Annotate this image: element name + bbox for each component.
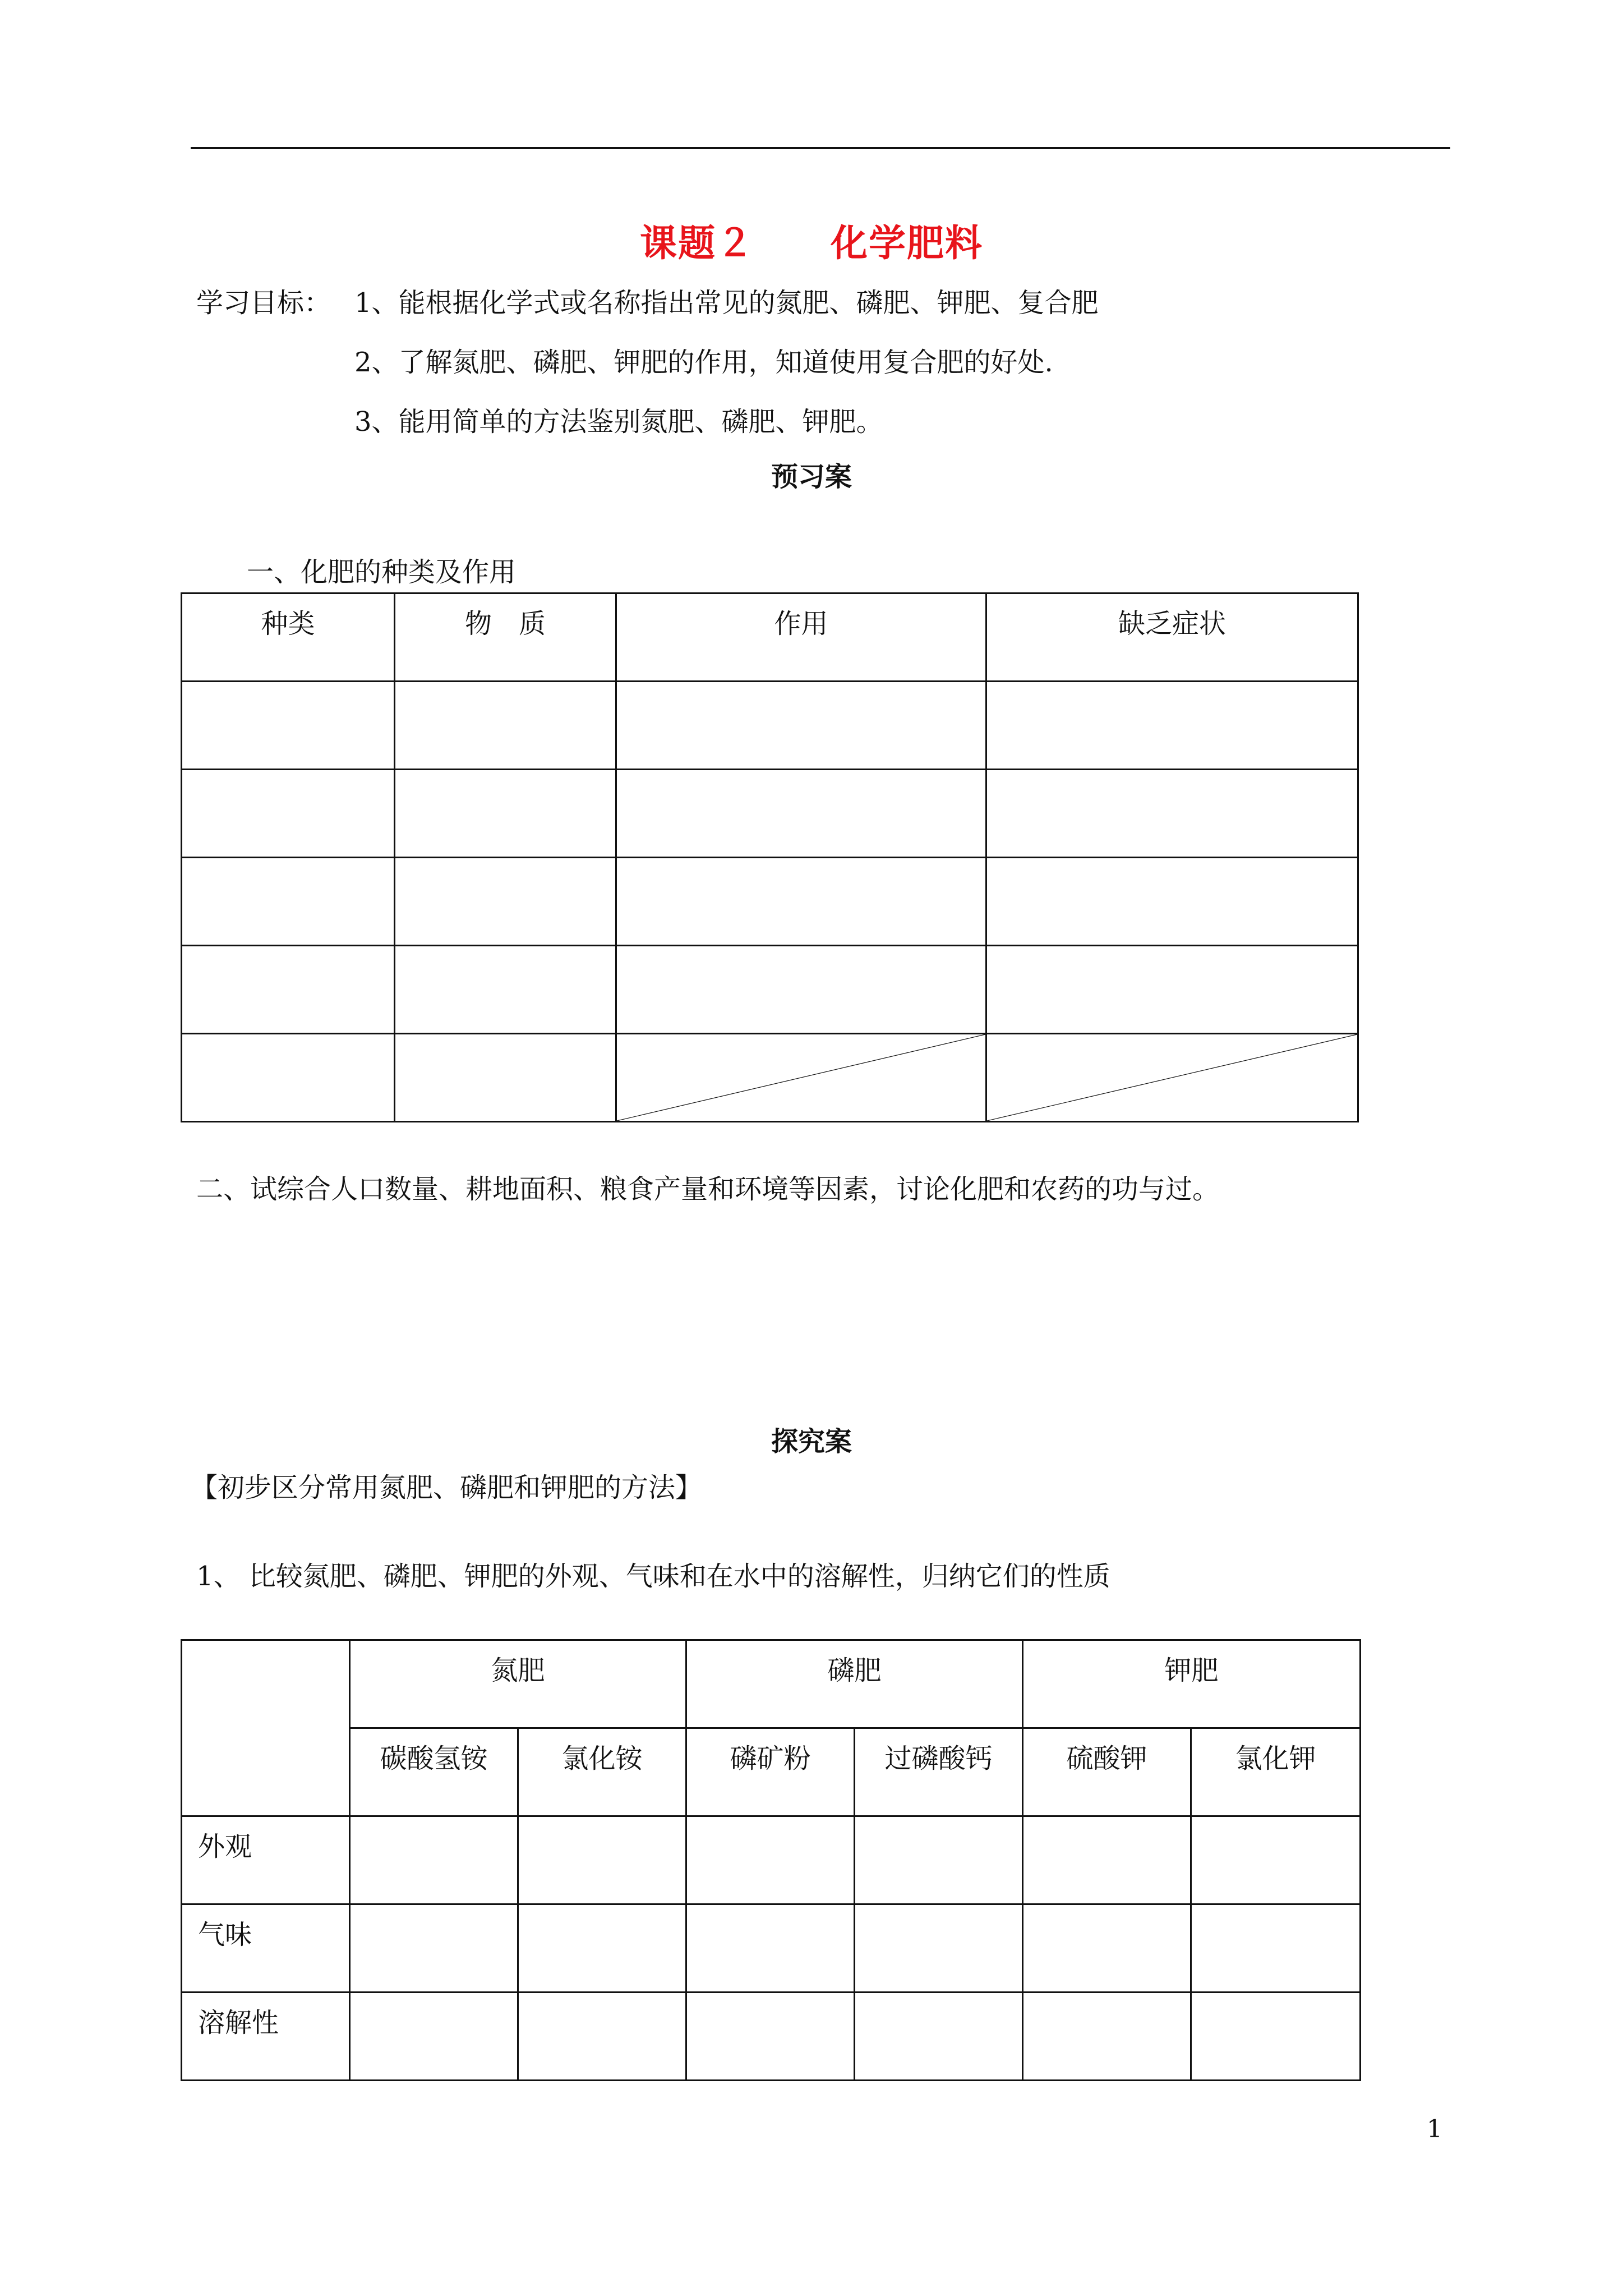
item-header: 氯化钾 <box>1191 1728 1361 1816</box>
blank-cell[interactable] <box>350 1993 518 2081</box>
blank-cell[interactable] <box>616 682 986 770</box>
blank-cell[interactable] <box>395 682 616 770</box>
table-row <box>182 1904 1361 1993</box>
blank-cell[interactable] <box>616 858 986 946</box>
item-header: 碳酸氢铵 <box>350 1728 518 1816</box>
diagonal-cell <box>616 1034 986 1122</box>
blank-cell[interactable] <box>395 946 616 1034</box>
group-header: 磷肥 <box>686 1640 1023 1728</box>
objective-item: 1、能根据化学式或名称指出常见的氮肥、磷肥、钾肥、复合肥 <box>354 287 1099 319</box>
blank-cell[interactable] <box>350 1816 518 1904</box>
section2-question: 二、试综合人口数量、耕地面积、粮食产量和环境等因素，讨论化肥和农药的功与过。 <box>196 1174 1220 1205</box>
blank-cell[interactable] <box>518 1816 686 1904</box>
table-row <box>182 858 1358 946</box>
blank-cell[interactable] <box>518 1993 686 2081</box>
blank-cell[interactable] <box>1023 1904 1191 1993</box>
blank-cell[interactable] <box>986 682 1358 770</box>
row-label: 外观 <box>182 1816 350 1904</box>
page-number: 1 <box>1427 2115 1442 2143</box>
header-cell: 缺乏症状 <box>986 593 1358 682</box>
blank-cell[interactable] <box>1023 1993 1191 2081</box>
header-rule <box>191 147 1450 149</box>
corner-cell <box>182 1640 350 1816</box>
objective-item: 2、了解氮肥、磷肥、钾肥的作用，知道使用复合肥的好处. <box>354 347 1053 378</box>
header-cell: 作用 <box>616 593 986 682</box>
blank-cell[interactable] <box>855 1993 1023 2081</box>
blank-cell[interactable] <box>686 1993 855 2081</box>
header-cell: 物 质 <box>395 593 616 682</box>
item-header: 硫酸钾 <box>1023 1728 1191 1816</box>
page-title: 课题２ 化学肥料 <box>640 221 983 265</box>
diagonal-line <box>617 1034 985 1121</box>
blank-cell[interactable] <box>182 682 395 770</box>
diagonal-line <box>987 1034 1357 1121</box>
explore-subheading: 【初步区分常用氮肥、磷肥和钾肥的方法】 <box>191 1472 703 1503</box>
blank-cell[interactable] <box>395 1034 616 1122</box>
objective-item: 3、能用简单的方法鉴别氮肥、磷肥、钾肥。 <box>354 406 883 438</box>
blank-cell[interactable] <box>855 1904 1023 1993</box>
table-row <box>182 770 1358 858</box>
table-row <box>182 1034 1358 1122</box>
fertilizer-types-table <box>181 592 1359 1122</box>
item-header: 磷矿粉 <box>686 1728 855 1816</box>
question-1: 1、 比较氮肥、磷肥、钾肥的外观、气味和在水中的溶解性，归纳它们的性质 <box>196 1561 1110 1592</box>
row-label: 溶解性 <box>182 1993 350 2081</box>
group-header: 钾肥 <box>1023 1640 1361 1728</box>
blank-cell[interactable] <box>1023 1816 1191 1904</box>
blank-cell[interactable] <box>350 1904 518 1993</box>
blank-cell[interactable] <box>855 1816 1023 1904</box>
table-row <box>182 1816 1361 1904</box>
blank-cell[interactable] <box>1191 1816 1361 1904</box>
blank-cell[interactable] <box>518 1904 686 1993</box>
table-header-row <box>182 593 1358 682</box>
objectives-label: 学习目标： <box>196 287 331 319</box>
blank-cell[interactable] <box>986 770 1358 858</box>
blank-cell[interactable] <box>182 1034 395 1122</box>
blank-cell[interactable] <box>686 1816 855 1904</box>
blank-cell[interactable] <box>616 770 986 858</box>
blank-cell[interactable] <box>395 770 616 858</box>
blank-cell[interactable] <box>182 770 395 858</box>
item-header: 过磷酸钙 <box>855 1728 1023 1816</box>
blank-cell[interactable] <box>395 858 616 946</box>
diagonal-cell <box>986 1034 1358 1122</box>
table-row <box>182 682 1358 770</box>
blank-cell[interactable] <box>986 858 1358 946</box>
item-header: 氯化铵 <box>518 1728 686 1816</box>
blank-cell[interactable] <box>1191 1904 1361 1993</box>
group-header-row <box>182 1640 1361 1728</box>
row-label: 气味 <box>182 1904 350 1993</box>
table-row <box>182 1993 1361 2081</box>
blank-cell[interactable] <box>1191 1993 1361 2081</box>
blank-cell[interactable] <box>686 1904 855 1993</box>
blank-cell[interactable] <box>182 946 395 1034</box>
header-cell: 种类 <box>182 593 395 682</box>
blank-cell[interactable] <box>616 946 986 1034</box>
explore-heading: 探究案 <box>771 1426 852 1457</box>
fertilizer-comparison-table <box>181 1639 1361 2081</box>
blank-cell[interactable] <box>182 858 395 946</box>
blank-cell[interactable] <box>986 946 1358 1034</box>
group-header: 氮肥 <box>350 1640 686 1728</box>
preview-heading: 预习案 <box>771 461 852 493</box>
item-header-row <box>182 1728 1361 1816</box>
section1-title: 一、化肥的种类及作用 <box>247 556 517 588</box>
table-row <box>182 946 1358 1034</box>
